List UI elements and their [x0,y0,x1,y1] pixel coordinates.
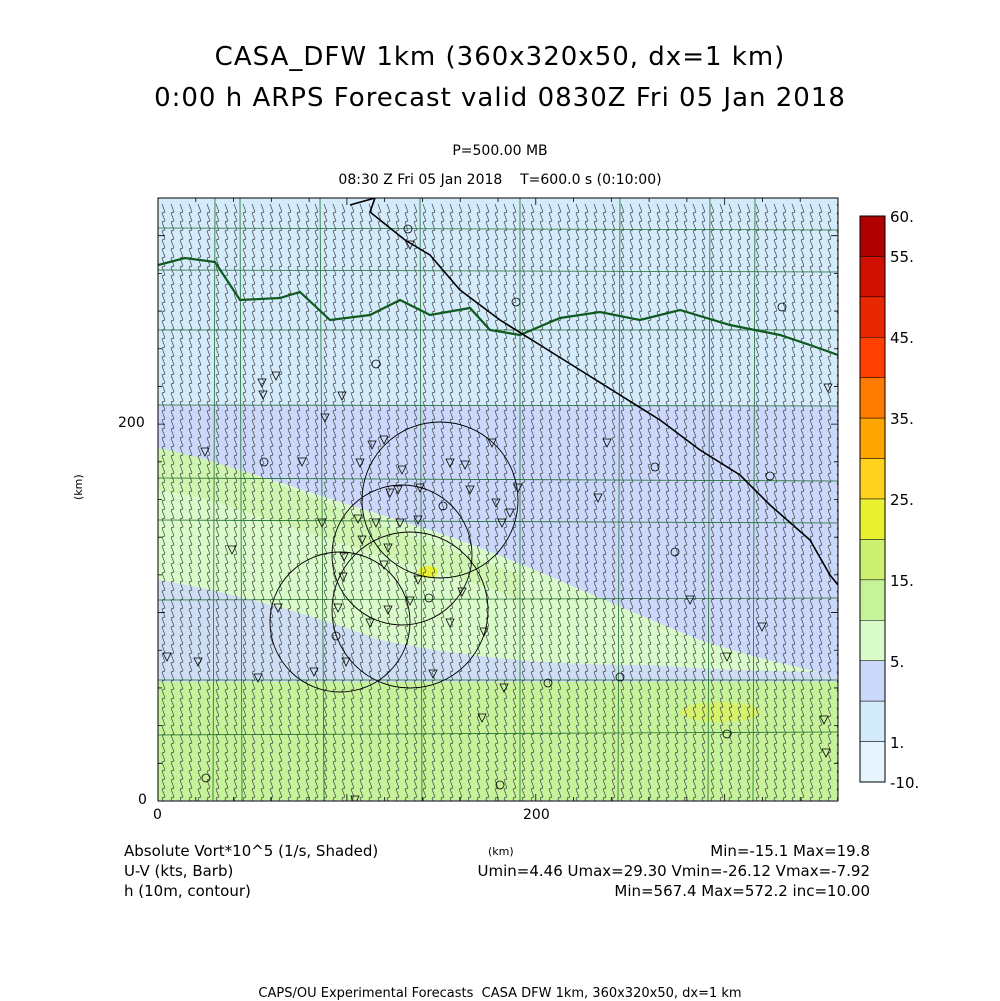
colorbar-swatch [860,539,885,579]
pressure-level: P=500.00 MB [452,143,548,159]
y-tick-label: 0 [138,792,147,808]
height-minmax: Min=567.4 Max=572.2 inc=10.00 [614,882,870,900]
colorbar-swatch [860,418,885,458]
colorbar-swatch [860,701,885,741]
colorbar-label: 60. [890,208,914,226]
colorbar-swatch [860,216,885,256]
colorbar-label: 15. [890,571,914,590]
legend-shaded: Absolute Vort*10^5 (1/s, Shaded) [124,842,379,860]
colorbar-swatch [860,378,885,418]
wind-minmax: Umin=4.46 Umax=29.30 Vmin=-26.12 Vmax=-7.92 [477,862,870,880]
colorbar-label: 35. [890,410,914,429]
x-tick-label: 0 [153,807,162,823]
colorbar-label: 5. [890,652,905,671]
colorbar-swatch [860,337,885,377]
x-axis-label: (km) [488,845,514,858]
y-axis-label: (km) [72,474,85,500]
vort-band-high [158,682,838,800]
x-tick-label: 200 [523,807,550,823]
colorbar-swatch [860,499,885,539]
chart-subtitle: 0:00 h ARPS Forecast valid 0830Z Fri 05 Jan 2018 [154,83,846,113]
colorbar-label: 45. [890,329,914,348]
colorbar-swatch [860,580,885,620]
colorbar-swatch [860,459,885,499]
valid-time: 08:30 Z Fri 05 Jan 2018 T=600.0 s (0:10:00) [338,172,662,188]
footer-credit: CAPS/OU Experimental Forecasts CASA DFW 1km, 360x320x50, dx=1 km [258,986,742,1001]
colorbar-label: 1. [890,733,905,752]
legend-contour: h (10m, contour) [124,882,251,900]
chart-title: CASA_DFW 1km (360x320x50, dx=1 km) [214,42,786,72]
colorbar-label: 55. [890,248,914,267]
colorbar-label: 25. [890,491,914,509]
colorbar-swatch [860,742,885,782]
colorbar-swatch [860,297,885,337]
colorbar-swatch [860,620,885,660]
y-tick-label: 200 [118,415,145,431]
colorbar-swatch [860,256,885,296]
colorbar-label: -10. [890,774,920,792]
field-minmax: Min=-15.1 Max=19.8 [710,842,870,860]
legend-barb: U-V (kts, Barb) [124,862,234,880]
colorbar-swatch [860,661,885,701]
colorbar [860,216,885,782]
